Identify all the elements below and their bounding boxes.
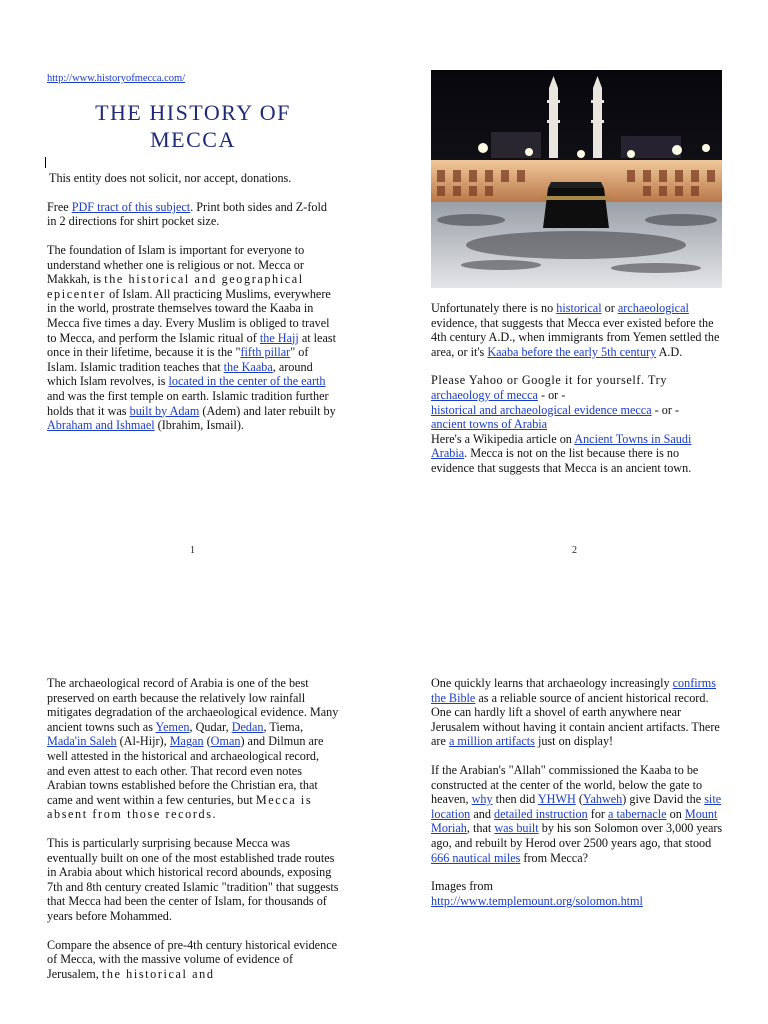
ancient-towns-saudi-link[interactable]: Ancient Towns in Saudi Arabia xyxy=(431,431,692,461)
text: , around which Islam revolves, is xyxy=(47,359,313,389)
compare-paragraph xyxy=(47,938,339,982)
site-location-link[interactable]: site location xyxy=(431,792,722,821)
search-suggestion-paragraph xyxy=(431,373,723,475)
page-4-column xyxy=(431,676,723,922)
title-line-2: MECCA xyxy=(150,126,236,152)
madain-saleh-link[interactable]: Mada'in Saleh xyxy=(47,734,117,749)
kaaba-5th-century-link[interactable]: Kaaba before the early 5th century xyxy=(487,344,657,359)
text: " of Islam. Islamic tradition teaches that xyxy=(47,345,309,374)
text: , Tiema, xyxy=(263,719,304,734)
surprising-paragraph: This is particularly surprising because Mecca was eventually built on one of the most established trade routes in Arabia about which historical record abounds, exposing 7th and 8th century created Islamic "tradition" that suggests that Mecca had been the center of Islam, for thousands of years before Mohammed. xyxy=(47,835,339,923)
the-kaaba-link[interactable]: the Kaaba xyxy=(223,359,273,374)
text: on xyxy=(666,806,685,821)
text: evidence, that suggests that Mecca ever existed before the 4th century A.D., when immigrants from Yemen settled the area, or it's xyxy=(431,315,720,359)
text: (Ibrahim, Ismail). xyxy=(154,418,244,433)
archaeological-record-paragraph xyxy=(47,676,339,822)
text: The archaeological record of Arabia is one of the best preserved on earth because the relatively low rainfall mitigates degradation of the archaeological evidence. Many ancient towns such as xyxy=(47,676,339,734)
confirms-bible-link[interactable]: confirms the Bible xyxy=(431,676,716,705)
text: Images from xyxy=(431,879,493,894)
text: from Mecca? xyxy=(520,850,589,865)
kaaba-photo xyxy=(431,70,722,288)
text: or xyxy=(601,301,618,315)
text: then did xyxy=(492,792,538,807)
yhwh-link[interactable]: YHWH xyxy=(537,792,576,807)
text: as a reliable source of ancient historical record. One can hardly lift a shovel of earth anywhere near Jerusalem without having it contain ancient artifacts. There are xyxy=(431,690,720,749)
text: , that xyxy=(466,821,495,836)
fifth-pillar-link[interactable]: fifth pillar xyxy=(240,345,291,360)
allah-kaaba-paragraph xyxy=(431,763,723,865)
historical-archaeological-evidence-link[interactable]: historical and archaeological evidence mecca xyxy=(431,402,652,417)
templemount-link[interactable]: http://www.templemount.org/solomon.html xyxy=(431,893,643,908)
text: ) and Dilmun are well attested in the historical and archaeological record, and even attest to each other. That record even notes Arabian towns established before the Christian era, that came and went within a few centuries, but xyxy=(47,734,324,807)
text: Free xyxy=(47,199,72,214)
foundation-paragraph xyxy=(47,243,339,433)
text: - or - xyxy=(537,387,566,402)
text: A.D. xyxy=(656,344,683,359)
images-from-paragraph xyxy=(431,879,723,908)
page-3-column xyxy=(47,676,339,995)
donation-notice xyxy=(45,157,339,186)
text: Compare the absence of pre-4th century historical evidence of Mecca, with the massive volume of evidence of Jerusalem, xyxy=(47,937,338,981)
archaeology-confirms-paragraph xyxy=(431,676,723,749)
text: ( xyxy=(203,734,211,749)
pdf-tract-link[interactable]: PDF tract of this subject xyxy=(71,199,191,214)
spaced-text: the historical and xyxy=(101,966,215,981)
text: ) give David the xyxy=(622,792,705,807)
page-1-column xyxy=(47,70,339,447)
page-2-column xyxy=(431,301,723,490)
oman-link[interactable]: Oman xyxy=(210,734,241,749)
text: Unfortunately there is no xyxy=(431,301,557,315)
built-by-adam-link[interactable]: built by Adam xyxy=(129,403,200,418)
tabernacle-link[interactable]: a tabernacle xyxy=(608,806,667,821)
text: by his son Solomon over 3,000 years ago, and rebuilt by Herod over 2500 years ago, that stood xyxy=(431,821,723,850)
abraham-ishmael-link[interactable]: Abraham and Ishmael xyxy=(47,418,155,433)
pdf-tract-paragraph xyxy=(47,200,339,229)
donation-notice-text: This entity does not solicit, nor accept, donations. xyxy=(49,171,292,186)
spaced-text: Mecca is absent from those records. xyxy=(47,792,313,822)
center-of-earth-link[interactable]: located in the center of the earth xyxy=(168,374,326,389)
was-built-link[interactable]: was built xyxy=(494,821,539,836)
text: Here's a Wikipedia article on xyxy=(431,431,575,446)
no-evidence-paragraph xyxy=(431,301,723,359)
text: for xyxy=(587,806,609,821)
text: The foundation of Islam is important for everyone to understand whether one is religious or not. Mecca or Makkah, is xyxy=(47,242,305,287)
text: (Adem) and later rebuilt by xyxy=(199,403,336,418)
magan-link[interactable]: Magan xyxy=(169,734,204,749)
spaced-text: the historical and geographical epicenter xyxy=(47,272,304,301)
text: Please Yahoo or Google it for yourself. Try xyxy=(431,373,668,388)
historical-link[interactable]: historical xyxy=(556,301,602,315)
nautical-miles-link[interactable]: 666 nautical miles xyxy=(431,850,521,865)
title-line-1: THE HISTORY OF xyxy=(95,99,291,125)
text: ( xyxy=(575,792,583,807)
yemen-link[interactable]: Yemen xyxy=(155,719,190,734)
page-number-1: 1 xyxy=(190,545,195,556)
text: at least once in their lifetime, because it is the " xyxy=(47,330,337,360)
page-number-2: 2 xyxy=(572,545,577,556)
text-cursor xyxy=(45,157,46,168)
site-url-link[interactable]: http://www.historyofmecca.com/ xyxy=(47,73,186,84)
text: just on display! xyxy=(534,734,614,749)
text: of Islam. All practicing Muslims, everywhere in the world, prostrate themselves toward the Kaaba in Mecca five times a day. Every Muslim is obliged to travel to Mecca, and perform the Islamic ritual of xyxy=(47,286,331,345)
detailed-instruction-link[interactable]: detailed instruction xyxy=(493,806,588,821)
million-artifacts-link[interactable]: a million artifacts xyxy=(448,734,535,749)
document-title xyxy=(47,99,339,153)
the-hajj-link[interactable]: the Hajj xyxy=(259,330,299,345)
text: and was the first temple on earth. Islamic tradition further holds that it was xyxy=(47,388,329,418)
mount-moriah-link[interactable]: Mount Moriah xyxy=(431,806,718,836)
yahweh-link[interactable]: Yahweh xyxy=(582,792,623,807)
text: , Qudar, xyxy=(189,719,232,734)
text: If the Arabian's "Allah" commissioned the Kaaba to be constructed at the center of the world, below the gate to heaven, xyxy=(431,762,703,807)
text: - or - xyxy=(651,402,680,417)
text: (Al-Hijr), xyxy=(116,734,170,749)
text: and xyxy=(470,806,494,821)
archaeological-link[interactable]: archaeological xyxy=(617,301,689,315)
archaeology-of-mecca-link[interactable]: archaeology of mecca xyxy=(431,387,538,402)
ancient-towns-arabia-link[interactable]: ancient towns of Arabia xyxy=(431,417,548,432)
text: . Mecca is not on the list because there is no evidence that suggests that Mecca is an ancient town. xyxy=(431,446,692,475)
text: . Print both sides and Z-fold in 2 directions for shirt pocket size. xyxy=(47,199,327,229)
text: One quickly learns that archaeology increasingly xyxy=(431,676,673,690)
dedan-link[interactable]: Dedan xyxy=(231,719,264,734)
why-link[interactable]: why xyxy=(471,792,493,807)
